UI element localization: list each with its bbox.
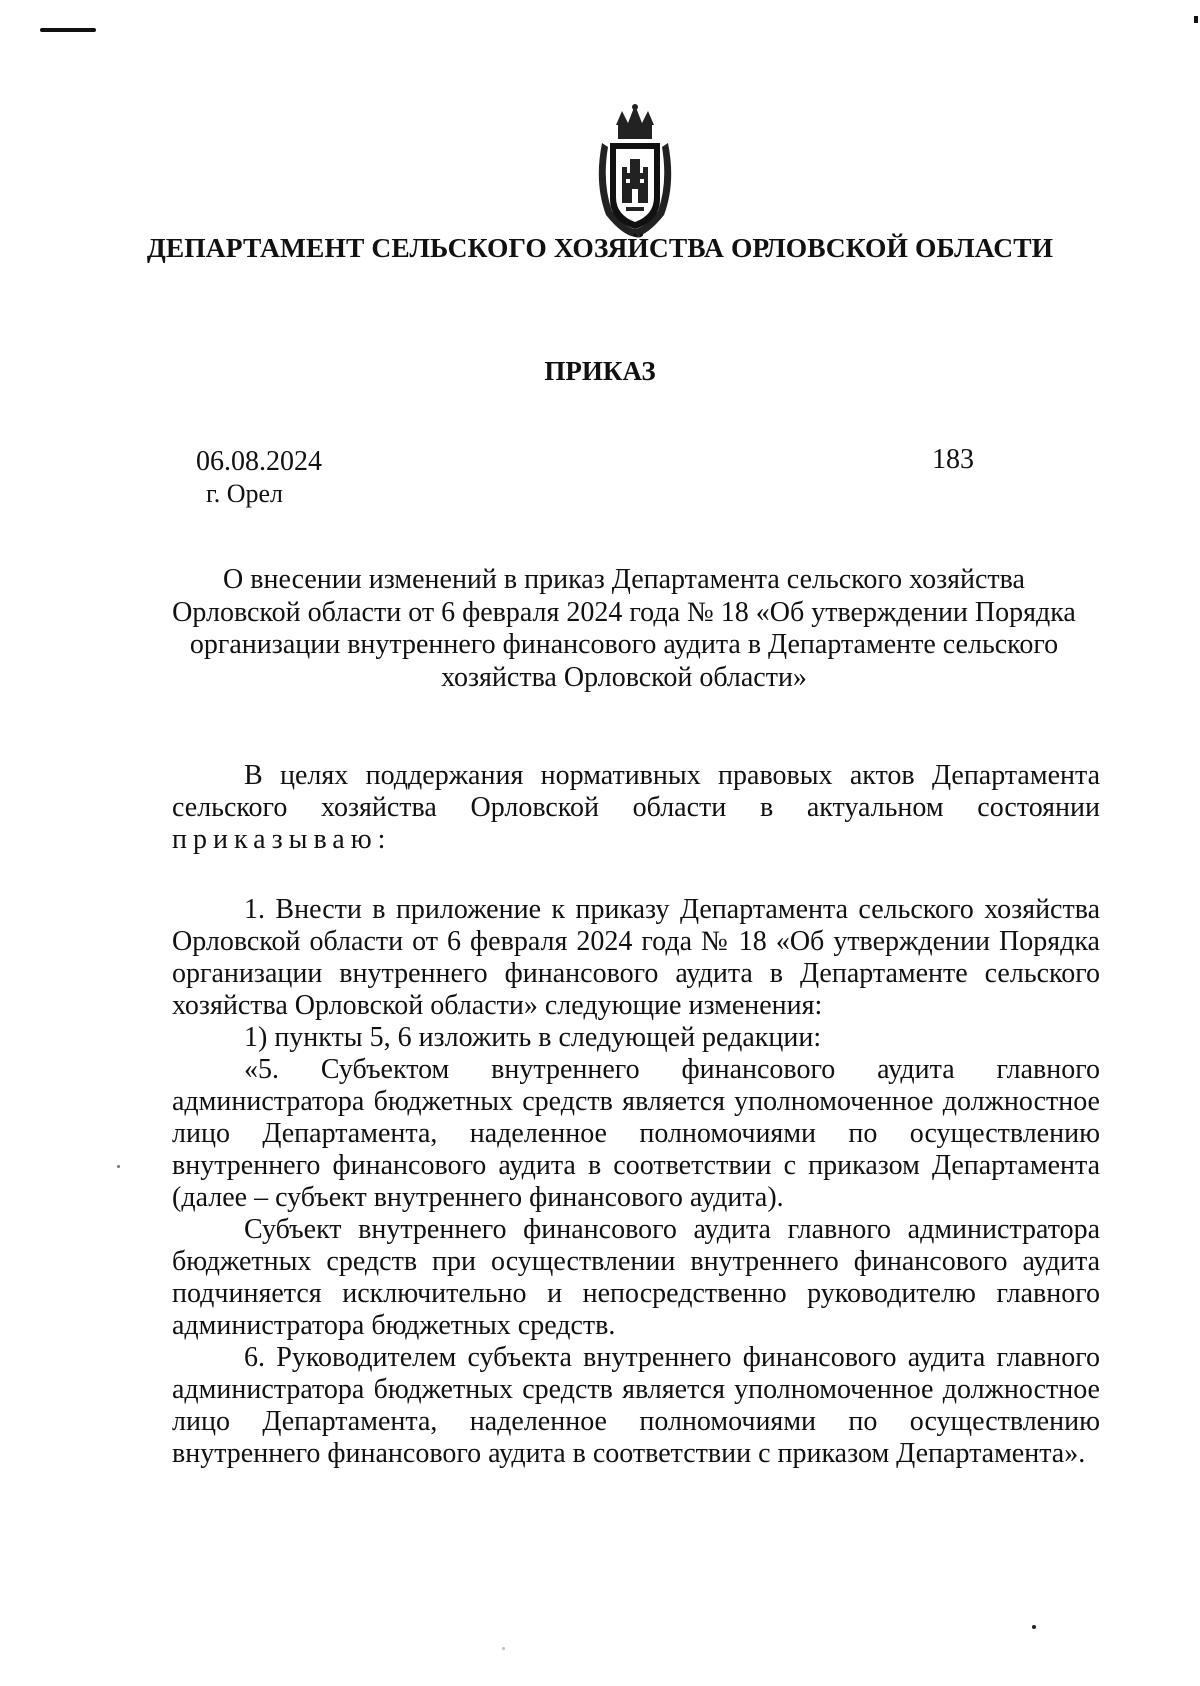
point-5-continuation-paragraph: Субъект внутреннего финансового аудита главного администратора бюджетных средств при осуществлении внутреннего финансового аудита подчиняется исключительно и непосредственно руководителю главного администратора бюджетных средств. — [172, 1214, 1100, 1341]
coat-of-arms-icon — [592, 103, 678, 241]
point-5-paragraph: «5. Субъектом внутреннего финансового аудита главного администратора бюджетных средств является уполномоченное должностное лицо Департамента, наделенное полномочиями по осуществлению внутреннего финансового аудита в соответствии с приказом Департамента (далее – субъект внутреннего финансового аудита). — [172, 1054, 1100, 1213]
scan-mark — [1194, 16, 1198, 23]
document-date: 06.08.2024 — [196, 446, 322, 477]
preamble-paragraph — [172, 760, 1100, 856]
document-title — [160, 564, 1088, 694]
organization-name: ДЕПАРТАМЕНТ СЕЛЬСКОГО ХОЗЯЙСТВА ОРЛОВСКОЙ ОБЛАСТИ — [146, 232, 1054, 263]
title-line: О внесении изменений в приказ Департамента сельского хозяйства — [223, 564, 1025, 595]
document-type: ПРИКАЗ — [544, 356, 656, 386]
item-1-paragraph: 1. Внести в приложение к приказу Департамента сельского хозяйства Орловской области от 6 февраля 2024 года № 18 «Об утверждении Порядка организации внутреннего финансового аудита в Департаменте сельского хозяйства Орловской области» следующие изменения: — [172, 894, 1100, 1021]
title-line: организации внутреннего финансового аудита в Департаменте сельского — [189, 629, 1059, 660]
point-6-paragraph: 6. Руководителем субъекта внутреннего финансового аудита главного администратора бюджетных средств является уполномоченное должностное лицо Департамента, наделенное полномочиями по осуществлению внутреннего финансового аудита в соответствии с приказом Департамента». — [172, 1342, 1100, 1469]
preamble-text: В целях поддержания нормативных правовых актов Департамента сельского хозяйства Орловской области в актуальном состоянии — [172, 760, 1100, 823]
scan-speck — [117, 1165, 120, 1168]
title-line: Орловской области от 6 февраля 2024 года № 18 «Об утверждении Порядка — [172, 596, 1076, 628]
document-number: 183 — [932, 444, 974, 475]
item-1-1-paragraph: 1) пункты 5, 6 изложить в следующей редакции: — [244, 1022, 822, 1053]
scan-speck — [502, 1647, 505, 1650]
order-word: приказываю: — [172, 824, 392, 855]
document-city: г. Орел — [206, 479, 284, 508]
scan-mark — [40, 28, 96, 32]
title-line: хозяйства Орловской области» — [441, 661, 807, 693]
scan-speck — [1032, 1625, 1036, 1629]
document-body — [172, 760, 1100, 1470]
